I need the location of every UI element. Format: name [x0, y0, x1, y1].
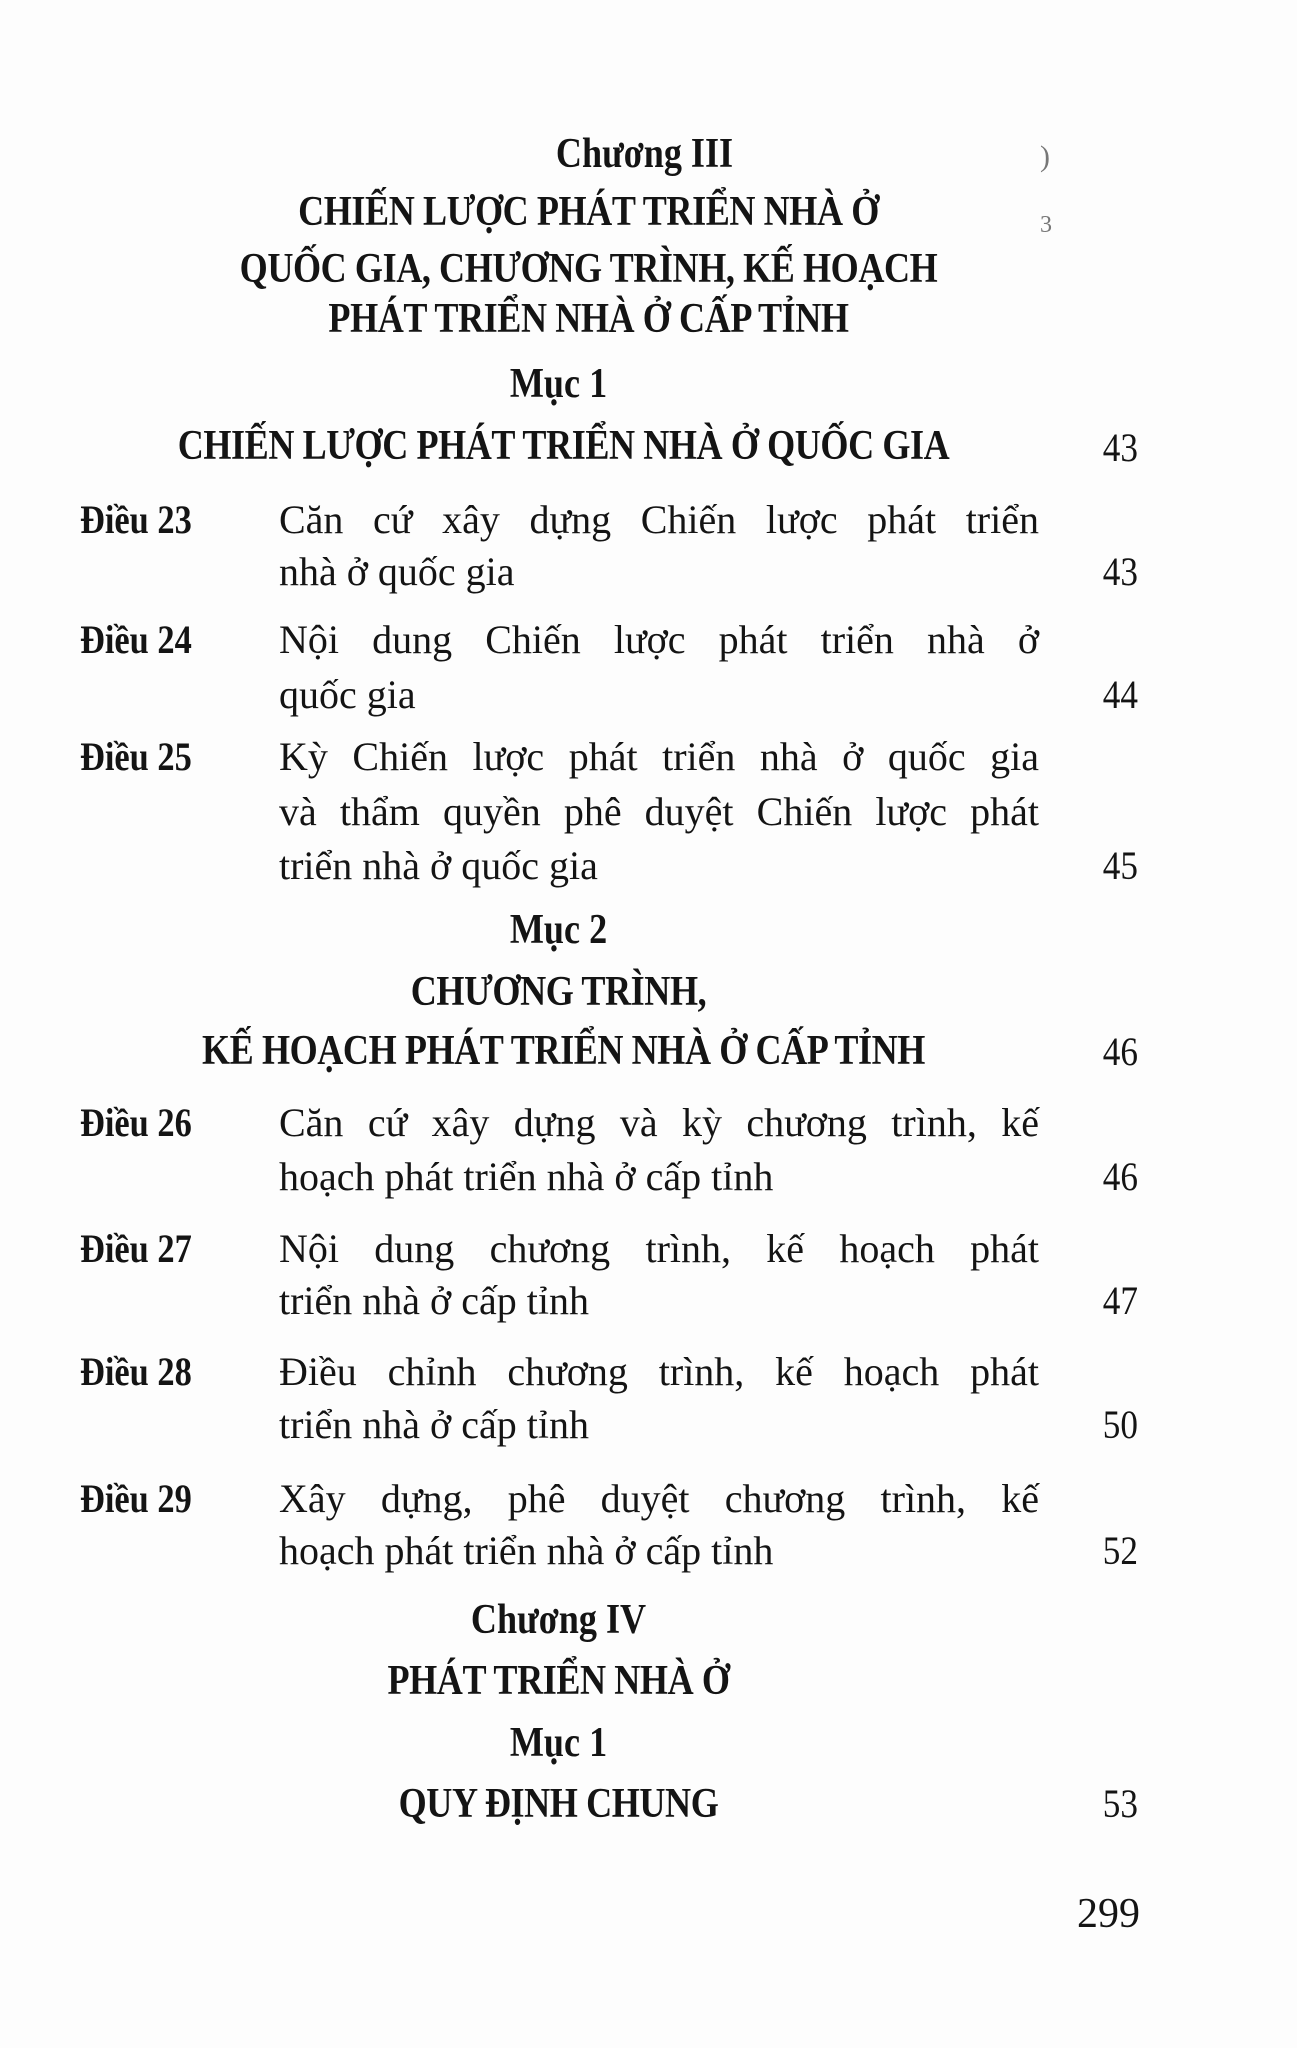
chapter-title: Chương IV — [470, 1597, 647, 1643]
article-title-line: Xây dựng, phê duyệt chương trình, kế — [279, 1476, 1039, 1521]
chapter-heading-line: QUỐC GIA, CHƯƠNG TRÌNH, KẾ HOẠCH — [239, 246, 938, 292]
article-title-line: và thẩm quyền phê duyệt Chiến lược phát — [279, 789, 1039, 834]
article-title-line: hoạch phát triển nhà ở cấp tỉnh — [279, 1528, 774, 1573]
toc-page-number: 44 — [1102, 672, 1138, 717]
chapter-title: Chương III — [555, 131, 734, 177]
toc-page-number: 43 — [1102, 549, 1138, 594]
article-title-line: triển nhà ở cấp tỉnh — [279, 1402, 589, 1447]
margin-mark: 3 — [1040, 212, 1052, 238]
article-title-line: triển nhà ở quốc gia — [279, 843, 598, 888]
article-title-line: Nội dung chương trình, kế hoạch phát — [279, 1226, 1039, 1271]
toc-page-number: 50 — [1102, 1402, 1138, 1447]
toc-page-number: 43 — [1102, 425, 1138, 470]
article-label: Điều 25 — [80, 734, 192, 779]
chapter-heading-line: PHÁT TRIỂN NHÀ Ở CẤP TỈNH — [328, 296, 849, 342]
margin-mark: ) — [1040, 140, 1050, 173]
article-label: Điều 23 — [80, 497, 192, 542]
toc-page-number: 47 — [1102, 1278, 1138, 1323]
article-label: Điều 29 — [80, 1476, 192, 1521]
section-heading: QUY ĐỊNH CHUNG — [398, 1781, 719, 1827]
page-number: 299 — [1077, 1891, 1140, 1937]
article-title-line: Căn cứ xây dựng Chiến lược phát triển — [279, 497, 1039, 542]
chapter-heading-line: CHIẾN LƯỢC PHÁT TRIỂN NHÀ Ở — [298, 189, 879, 235]
section-heading-line: CHƯƠNG TRÌNH, — [410, 969, 707, 1015]
toc-page-number: 45 — [1102, 843, 1138, 888]
section-heading-line: KẾ HOẠCH PHÁT TRIỂN NHÀ Ở CẤP TỈNH — [202, 1028, 925, 1074]
article-label: Điều 28 — [80, 1349, 192, 1394]
article-title-line: Căn cứ xây dựng và kỳ chương trình, kế — [279, 1100, 1039, 1145]
section-title: Mục 1 — [509, 361, 608, 407]
article-title-line: Điều chỉnh chương trình, kế hoạch phát — [279, 1349, 1039, 1394]
chapter-heading: PHÁT TRIỂN NHÀ Ở — [387, 1658, 730, 1704]
section-title: Mục 1 — [509, 1720, 608, 1766]
article-label: Điều 27 — [80, 1226, 192, 1271]
section-title: Mục 2 — [509, 907, 608, 953]
article-title-line: Kỳ Chiến lược phát triển nhà ở quốc gia — [279, 734, 1039, 779]
article-title-line: nhà ở quốc gia — [279, 549, 515, 594]
article-title-line: Nội dung Chiến lược phát triển nhà ở — [279, 617, 1039, 662]
article-title-line: triển nhà ở cấp tỉnh — [279, 1278, 589, 1323]
toc-page-number: 53 — [1102, 1781, 1138, 1826]
article-title-line: hoạch phát triển nhà ở cấp tỉnh — [279, 1154, 774, 1199]
article-label: Điều 24 — [80, 617, 192, 662]
toc-page-number: 46 — [1102, 1029, 1138, 1074]
article-title-line: quốc gia — [279, 672, 416, 717]
article-label: Điều 26 — [80, 1100, 192, 1145]
section-heading: CHIẾN LƯỢC PHÁT TRIỂN NHÀ Ở QUỐC GIA — [177, 423, 950, 469]
toc-page-number: 46 — [1102, 1154, 1138, 1199]
toc-page-number: 52 — [1102, 1528, 1138, 1573]
